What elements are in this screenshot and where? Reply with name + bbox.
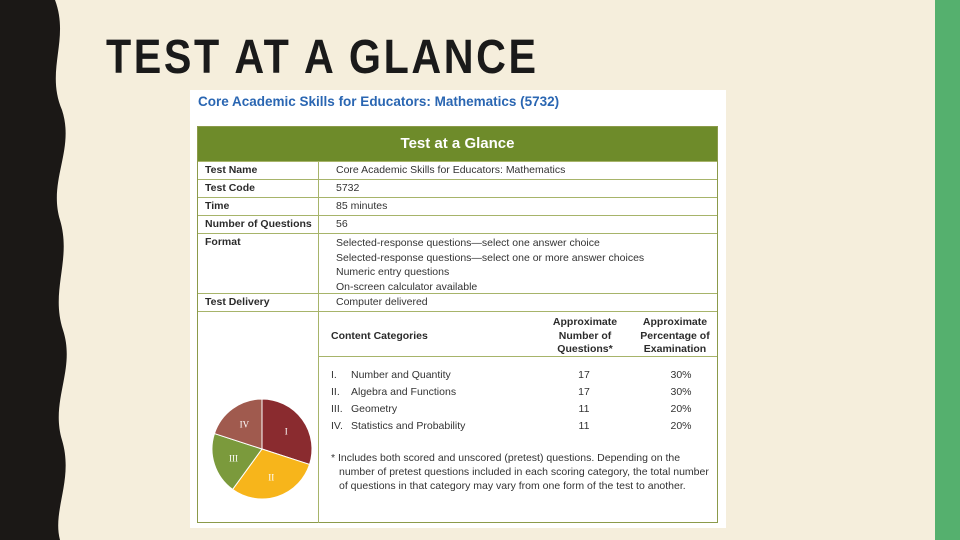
- left-decorative-band: [0, 0, 70, 540]
- format-item: On-screen calculator available: [336, 280, 478, 293]
- table-row: [198, 197, 717, 215]
- format-item: Numeric entry questions: [336, 266, 450, 278]
- row-value: 56: [336, 218, 348, 230]
- row-label: Format: [205, 236, 241, 248]
- category-name: Number and Quantity: [351, 369, 451, 381]
- pie-slice-label: I: [284, 426, 288, 437]
- row-label: Test Delivery: [205, 296, 270, 308]
- content-header-rule: [319, 356, 717, 357]
- test-at-a-glance-table: [197, 126, 718, 523]
- row-value: 5732: [336, 182, 360, 194]
- category-number: IV.: [331, 420, 343, 432]
- right-decorative-band: [935, 0, 960, 540]
- category-number: II.: [331, 386, 340, 398]
- row-value: Computer delivered: [336, 296, 428, 308]
- category-questions: 11: [578, 420, 590, 432]
- category-number: I.: [331, 369, 337, 381]
- content-pie-chart: [210, 397, 314, 501]
- category-percent: 20%: [670, 420, 692, 432]
- row-value: Core Academic Skills for Educators: Mathematics: [336, 164, 566, 176]
- category-percent: 20%: [670, 403, 692, 415]
- pie-slice-label: II: [268, 472, 275, 483]
- heading-line: Approximate: [642, 316, 708, 328]
- torn-edge-shape: [0, 0, 70, 540]
- format-item: Selected-response questions—select one answer choice: [336, 237, 600, 249]
- questions-column-heading: [544, 316, 626, 357]
- row-label: Test Name: [205, 164, 258, 176]
- category-questions: 17: [578, 369, 590, 381]
- content-categories-heading: Content Categories: [331, 330, 428, 342]
- category-name: Algebra and Functions: [351, 386, 457, 398]
- footnote: [331, 451, 715, 493]
- table-row: [198, 179, 717, 197]
- embedded-document-image: [190, 90, 726, 528]
- slide-title: TEST AT A GLANCE: [106, 31, 539, 84]
- table-header: Test at a Glance: [198, 127, 717, 161]
- pie-slice-label: IV: [239, 419, 250, 430]
- category-percent: 30%: [670, 386, 692, 398]
- category-percent: 30%: [670, 369, 692, 381]
- row-label: Number of Questions: [205, 218, 312, 230]
- table-row: [198, 293, 717, 311]
- format-row: [198, 233, 717, 293]
- format-list: [336, 236, 644, 294]
- format-item: Selected-response questions—select one or more answer choices: [336, 251, 645, 264]
- category-name: Geometry: [351, 403, 398, 415]
- heading-line: Questions*: [557, 343, 613, 355]
- heading-line: Number of: [558, 329, 612, 342]
- category-questions: 17: [578, 386, 590, 398]
- table-row: [198, 161, 717, 179]
- column-divider: [318, 161, 319, 523]
- category-name: Statistics and Probability: [351, 420, 466, 432]
- footnote-line: * Includes both scored and unscored (pretest) questions. Depending on the: [331, 452, 681, 464]
- row-label: Time: [205, 200, 230, 212]
- table-row: [198, 215, 717, 233]
- percentage-column-heading: [630, 316, 720, 357]
- row-label: Test Code: [205, 182, 255, 194]
- heading-line: Approximate: [552, 316, 618, 328]
- row-value: 85 minutes: [336, 200, 388, 212]
- footnote-line: of questions in that category may vary from one form of the test to another.: [339, 480, 686, 492]
- footnote-line: number of pretest questions included in each scoring category, the total number: [339, 466, 709, 478]
- pie-slice-label: III: [228, 453, 238, 464]
- category-questions: 11: [578, 403, 590, 415]
- heading-line: Examination: [643, 343, 707, 355]
- document-title: Core Academic Skills for Educators: Mathematics (5732): [198, 94, 560, 109]
- heading-line: Percentage of: [640, 329, 710, 342]
- category-number: III.: [331, 403, 343, 415]
